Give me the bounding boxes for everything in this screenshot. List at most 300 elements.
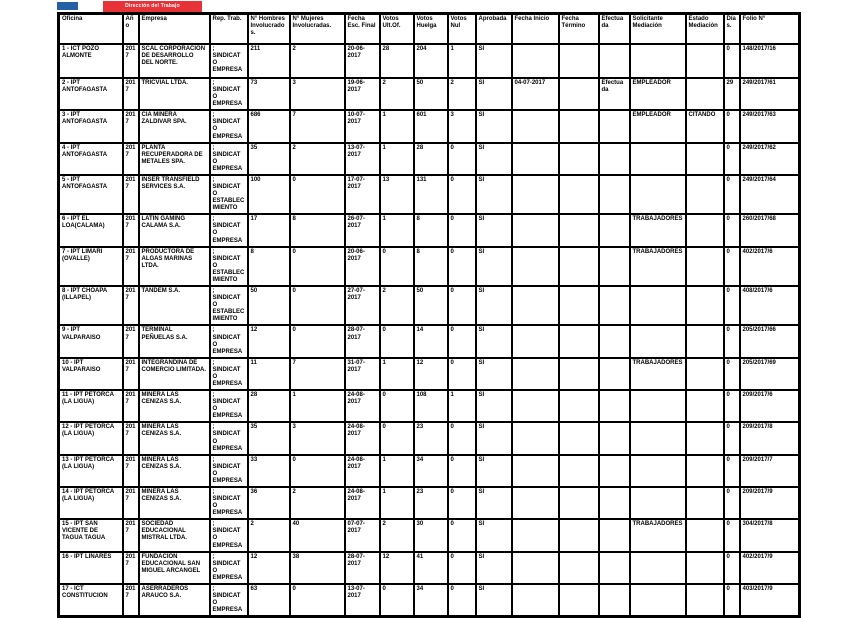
table-cell	[686, 247, 724, 286]
table-cell	[559, 44, 599, 78]
table-cell: 0	[724, 519, 740, 551]
table-row	[59, 44, 800, 78]
table-cell: 8 - IPT CHOAPA (ILLAPEL)	[59, 286, 123, 325]
table-cell: SI	[476, 214, 512, 246]
table-cell	[686, 214, 724, 246]
table-cell: 0	[724, 325, 740, 357]
table-row	[59, 584, 800, 617]
table-cell	[599, 325, 630, 357]
table-cell: EMPLEADOR	[630, 78, 686, 110]
table-cell	[512, 584, 559, 617]
table-cell: 0	[448, 584, 476, 617]
table-cell	[686, 175, 724, 214]
table-cell	[630, 390, 686, 422]
table-cell: 2 - IPT ANTOFAGASTA	[59, 78, 123, 110]
table-cell: 209/2017/9	[740, 487, 800, 519]
table-cell	[559, 247, 599, 286]
table-cell: 108	[414, 390, 448, 422]
table-cell	[599, 143, 630, 175]
table-cell	[512, 214, 559, 246]
table-cell: 0	[724, 175, 740, 214]
table-cell: SI	[476, 552, 512, 584]
table-cell: 209/2017/6	[740, 390, 800, 422]
table-cell: 10-07-2017	[345, 110, 380, 142]
table-cell: CIA MINERA ZALDIVAR SPA.	[139, 110, 210, 142]
table-row	[59, 390, 800, 422]
table-cell: SI	[476, 78, 512, 110]
table-cell: 0	[448, 519, 476, 551]
table-cell: 11	[248, 358, 290, 390]
table-row	[59, 455, 800, 487]
table-cell: SI	[476, 358, 512, 390]
table-cell: 20-06-2017	[345, 247, 380, 286]
table-cell: 2017	[123, 110, 139, 142]
table-cell: 408/2017/6	[740, 286, 800, 325]
table-cell	[630, 422, 686, 454]
table-cell: 17 - ICT CONSTITUCION	[59, 584, 123, 617]
column-header: Folio N°	[740, 14, 800, 45]
table-cell: 0	[448, 214, 476, 246]
table-cell: 1	[380, 487, 414, 519]
table-cell: 35	[248, 422, 290, 454]
strikes-table	[57, 12, 801, 618]
table-cell: 24-08-2017	[345, 422, 380, 454]
table-cell	[599, 286, 630, 325]
government-logo-icon	[57, 2, 78, 10]
table-cell	[559, 110, 599, 142]
table-row	[59, 214, 800, 246]
table-cell: 14 - IPT PETORCA (LA LIGUA)	[59, 487, 123, 519]
table-cell: 3	[290, 78, 345, 110]
table-cell: ASERRADEROS ARAUCO S.A.	[139, 584, 210, 617]
table-cell: 14	[414, 325, 448, 357]
table-cell	[599, 110, 630, 142]
table-cell: 2	[448, 78, 476, 110]
table-cell: 2	[290, 487, 345, 519]
table-cell	[599, 422, 630, 454]
table-cell: 7	[290, 358, 345, 390]
table-cell: FUNDACION EDUCACIONAL SAN MIGUEL ARCANGEL	[139, 552, 210, 584]
table-cell	[512, 110, 559, 142]
table-cell: 0	[448, 487, 476, 519]
column-header: Votos Huelga	[414, 14, 448, 45]
table-cell: MINERA LAS CENIZAS S.A.	[139, 455, 210, 487]
table-cell: 12	[414, 358, 448, 390]
table-cell	[599, 214, 630, 246]
table-cell: 15 - IPT SAN VICENTE DE TAGUA TAGUA	[59, 519, 123, 551]
table-cell	[599, 455, 630, 487]
table-cell: ; SINDICATO EMPRESA	[210, 214, 248, 246]
table-cell: SI	[476, 247, 512, 286]
table-cell: 2017	[123, 584, 139, 617]
table-cell	[630, 584, 686, 617]
table-cell	[512, 286, 559, 325]
table-cell: 10 - IPT VALPARAISO	[59, 358, 123, 390]
table-cell: ; SINDICATO ESTABLECIMIENTO	[210, 286, 248, 325]
table-cell: 2017	[123, 422, 139, 454]
table-cell: ; SINDICATO EMPRESA	[210, 584, 248, 617]
table-cell: ; SINDICATO EMPRESA	[210, 552, 248, 584]
table-cell	[686, 519, 724, 551]
table-cell: 13 - IPT PETORCA (LA LIGUA)	[59, 455, 123, 487]
table-cell: 36	[248, 487, 290, 519]
table-cell: 29	[724, 78, 740, 110]
table-cell: 2017	[123, 455, 139, 487]
table-cell: 0	[724, 214, 740, 246]
table-cell	[512, 422, 559, 454]
table-cell	[559, 552, 599, 584]
table-cell: 41	[414, 552, 448, 584]
table-cell: 686	[248, 110, 290, 142]
table-cell	[559, 487, 599, 519]
table-cell: 0	[724, 390, 740, 422]
table-cell: 209/2017/8	[740, 422, 800, 454]
table-cell: 1	[290, 390, 345, 422]
table-cell: 17-07-2017	[345, 175, 380, 214]
column-header: Efectuada	[599, 14, 630, 45]
table-cell: INTEGRANDINA DE COMERCIO LIMITADA.	[139, 358, 210, 390]
table-cell: MINERA LAS CENIZAS S.A.	[139, 487, 210, 519]
table-cell: 07-07-2017	[345, 519, 380, 551]
table-cell: 8	[290, 214, 345, 246]
table-row	[59, 143, 800, 175]
table-cell: 205/2017/69	[740, 358, 800, 390]
table-cell	[630, 455, 686, 487]
table-cell	[686, 78, 724, 110]
table-cell	[559, 358, 599, 390]
table-cell	[686, 455, 724, 487]
table-cell: 204	[414, 44, 448, 78]
table-cell: SI	[476, 390, 512, 422]
column-header: Votos Ult.Of.	[380, 14, 414, 45]
table-cell	[559, 519, 599, 551]
table-cell: SI	[476, 519, 512, 551]
table-cell: 0	[724, 44, 740, 78]
table-cell	[630, 44, 686, 78]
table-cell	[686, 487, 724, 519]
table-cell: MINERA LAS CENIZAS S.A.	[139, 422, 210, 454]
table-cell	[599, 390, 630, 422]
table-cell	[686, 325, 724, 357]
table-cell: 1	[380, 143, 414, 175]
table-cell: ; SINDICATO EMPRESA	[210, 422, 248, 454]
table-cell: 0	[724, 143, 740, 175]
table-cell: SI	[476, 455, 512, 487]
table-cell: 0	[380, 422, 414, 454]
column-header: Aprobada	[476, 14, 512, 45]
table-cell: 0	[724, 455, 740, 487]
table-cell	[512, 247, 559, 286]
table-cell: 403/2017/9	[740, 584, 800, 617]
table-cell: 131	[414, 175, 448, 214]
table-cell	[559, 422, 599, 454]
table-cell	[686, 286, 724, 325]
table-cell: SI	[476, 422, 512, 454]
table-cell: 3	[290, 422, 345, 454]
table-row	[59, 247, 800, 286]
table-cell: 13-07-2017	[345, 584, 380, 617]
table-cell: 0	[448, 175, 476, 214]
column-header: Estado Mediación	[686, 14, 724, 45]
column-header: Empresa	[139, 14, 210, 45]
table-cell	[512, 552, 559, 584]
table-cell: 2017	[123, 78, 139, 110]
table-row	[59, 110, 800, 142]
table-cell: 1	[448, 390, 476, 422]
table-cell: PRODUCTORA DE ALGAS MARINAS LTDA.	[139, 247, 210, 286]
table-cell: 2017	[123, 552, 139, 584]
table-cell: 1 - ICT POZO ALMONTE	[59, 44, 123, 78]
column-header: Días.	[724, 14, 740, 45]
table-cell: 0	[448, 422, 476, 454]
table-cell: 0	[448, 358, 476, 390]
table-cell: 19-06-2017	[345, 78, 380, 110]
table-cell: 2	[380, 519, 414, 551]
table-cell: 1	[380, 214, 414, 246]
table-cell: 40	[290, 519, 345, 551]
table-cell: 0	[724, 358, 740, 390]
table-cell: ; SINDICATO EMPRESA	[210, 390, 248, 422]
table-cell: 0	[380, 390, 414, 422]
table-cell: EMPLEADOR	[630, 110, 686, 142]
table-cell: 260/2017/68	[740, 214, 800, 246]
table-cell	[599, 519, 630, 551]
table-cell: 28	[380, 44, 414, 78]
table-cell: TRABAJADORES	[630, 519, 686, 551]
table-cell: 26-07-2017	[345, 214, 380, 246]
table-cell: ; SINDICATO EMPRESA	[210, 519, 248, 551]
table-cell: 0	[290, 584, 345, 617]
table-cell: SOCIEDAD EDUCACIONAL MISTRAL LTDA.	[139, 519, 210, 551]
table-cell	[559, 286, 599, 325]
table-cell: 1	[448, 44, 476, 78]
table-cell: 100	[248, 175, 290, 214]
table-cell: 2	[380, 286, 414, 325]
table-cell	[686, 390, 724, 422]
table-cell: 2017	[123, 175, 139, 214]
table-cell: 601	[414, 110, 448, 142]
table-cell: TRABAJADORES	[630, 358, 686, 390]
table-cell	[599, 552, 630, 584]
table-cell: SI	[476, 325, 512, 357]
table-cell	[512, 143, 559, 175]
table-cell: 2017	[123, 519, 139, 551]
table-cell: 249/2017/63	[740, 110, 800, 142]
table-cell: 0	[290, 455, 345, 487]
table-cell: 209/2017/7	[740, 455, 800, 487]
table-row	[59, 422, 800, 454]
table-cell: SI	[476, 584, 512, 617]
table-cell: 12	[380, 552, 414, 584]
table-cell: 11 - IPT PETORCA (LA LIGUA)	[59, 390, 123, 422]
table-cell: 24-08-2017	[345, 455, 380, 487]
table-cell	[630, 487, 686, 519]
table-cell: 1	[380, 110, 414, 142]
table-cell	[559, 78, 599, 110]
table-cell: 402/2017/6	[740, 247, 800, 286]
table-cell: 23	[414, 487, 448, 519]
column-header: Año	[123, 14, 139, 45]
table-cell: Efectuada	[599, 78, 630, 110]
table-cell	[599, 44, 630, 78]
table-cell	[630, 175, 686, 214]
table-cell: 23	[414, 422, 448, 454]
table-cell: 28-07-2017	[345, 552, 380, 584]
table-cell	[630, 552, 686, 584]
table-cell: 30	[414, 519, 448, 551]
table-cell: SI	[476, 143, 512, 175]
table-cell: 0	[448, 286, 476, 325]
table-cell: TERMINAL PEÑUELAS S.A.	[139, 325, 210, 357]
table-cell	[686, 143, 724, 175]
table-cell	[686, 584, 724, 617]
column-header: Fecha Inicio	[512, 14, 559, 45]
table-cell	[599, 584, 630, 617]
table-cell: 0	[724, 247, 740, 286]
table-cell: ; SINDICATO ESTABLECIMIENTO	[210, 247, 248, 286]
table-cell: 31-07-2017	[345, 358, 380, 390]
table-cell: 7 - IPT LIMARI (OVALLE)	[59, 247, 123, 286]
table-header-row	[59, 14, 800, 45]
table-row	[59, 286, 800, 325]
table-cell: 73	[248, 78, 290, 110]
table-cell	[686, 552, 724, 584]
table-cell: 9 - IPT VALPARAISO	[59, 325, 123, 357]
table-cell: 2017	[123, 214, 139, 246]
table-cell: SI	[476, 110, 512, 142]
table-cell: 20-06-2017	[345, 44, 380, 78]
table-cell: 0	[290, 175, 345, 214]
table-cell: TRICVIAL LTDA.	[139, 78, 210, 110]
table-cell: 12	[248, 325, 290, 357]
table-cell: 1	[380, 358, 414, 390]
table-cell: 2017	[123, 44, 139, 78]
table-cell: 2017	[123, 143, 139, 175]
table-row	[59, 175, 800, 214]
table-cell: SI	[476, 286, 512, 325]
table-row	[59, 487, 800, 519]
table-cell: 35	[248, 143, 290, 175]
table-cell	[599, 358, 630, 390]
table-cell: 28	[414, 143, 448, 175]
table-cell: 04-07-2017	[512, 78, 559, 110]
table-cell: 24-08-2017	[345, 390, 380, 422]
table-cell: 0	[448, 325, 476, 357]
table-cell: CITANDO	[686, 110, 724, 142]
table-cell: 148/2017/16	[740, 44, 800, 78]
column-header: Rep. Trab.	[210, 14, 248, 45]
table-cell: 8	[248, 247, 290, 286]
table-cell	[686, 358, 724, 390]
table-cell: 0	[448, 247, 476, 286]
table-cell: 0	[448, 552, 476, 584]
table-cell	[630, 286, 686, 325]
table-cell	[512, 455, 559, 487]
table-cell: 3	[448, 110, 476, 142]
table-row	[59, 358, 800, 390]
column-header: Fecha Esc. Final	[345, 14, 380, 45]
table-cell: TANDEM S.A.	[139, 286, 210, 325]
table-cell: 5 - IPT ANTOFAGASTA	[59, 175, 123, 214]
table-cell: SI	[476, 44, 512, 78]
table-cell: ; SINDICATO EMPRESA	[210, 44, 248, 78]
table-cell: ; SINDICATO EMPRESA	[210, 487, 248, 519]
table-cell: ; SINDICATO EMPRESA	[210, 110, 248, 142]
table-cell: 50	[414, 286, 448, 325]
table-cell: 12 - IPT PETORCA (LA LIGUA)	[59, 422, 123, 454]
table-cell	[599, 247, 630, 286]
table-cell: ; SINDICATO EMPRESA	[210, 455, 248, 487]
table-cell: ; SINDICATO EMPRESA	[210, 358, 248, 390]
table-cell: 27-07-2017	[345, 286, 380, 325]
table-cell: 0	[290, 247, 345, 286]
table-cell: 211	[248, 44, 290, 78]
table-cell: 6 - IPT EL LOA(CALAMA)	[59, 214, 123, 246]
table-cell	[686, 44, 724, 78]
column-header: N° Hombres Involucrados.	[248, 14, 290, 45]
table-cell: 2017	[123, 358, 139, 390]
table-cell: 50	[248, 286, 290, 325]
table-cell: 4 - IPT ANTOFAGASTA	[59, 143, 123, 175]
table-cell: ; SINDICATO EMPRESA	[210, 325, 248, 357]
table-row	[59, 519, 800, 551]
table-cell: 249/2017/61	[740, 78, 800, 110]
table-cell: 24-08-2017	[345, 487, 380, 519]
table-cell	[559, 175, 599, 214]
table-cell	[630, 143, 686, 175]
table-cell: 8	[414, 247, 448, 286]
table-cell	[599, 487, 630, 519]
table-cell	[559, 143, 599, 175]
table-cell: 13	[380, 175, 414, 214]
table-cell: 0	[724, 286, 740, 325]
table-cell	[559, 455, 599, 487]
table-cell: 0	[448, 455, 476, 487]
column-header: N° Mujeres Involucradas.	[290, 14, 345, 45]
table-cell: 0	[290, 286, 345, 325]
table-cell: 7	[290, 110, 345, 142]
table-cell: 249/2017/64	[740, 175, 800, 214]
table-cell: 0	[724, 487, 740, 519]
table-cell: 2	[290, 143, 345, 175]
table-cell	[512, 325, 559, 357]
table-cell	[512, 358, 559, 390]
table-cell	[559, 584, 599, 617]
direccion-del-trabajo-logo: Dirección del Trabajo	[103, 1, 202, 12]
table-cell: 2017	[123, 286, 139, 325]
table-cell: 249/2017/62	[740, 143, 800, 175]
table-cell: ; SINDICATO EMPRESA	[210, 143, 248, 175]
table-cell: 304/2017/8	[740, 519, 800, 551]
table-cell: 0	[290, 325, 345, 357]
table-cell	[512, 487, 559, 519]
table-cell: 0	[380, 584, 414, 617]
table-cell: 28	[248, 390, 290, 422]
table-cell: LATIN GAMING CALAMA S.A.	[139, 214, 210, 246]
table-cell: 63	[248, 584, 290, 617]
table-cell: 34	[414, 455, 448, 487]
table-cell: 0	[380, 325, 414, 357]
table-cell: MINERA LAS CENIZAS S.A.	[139, 390, 210, 422]
table-row	[59, 78, 800, 110]
table-cell	[686, 422, 724, 454]
table-cell: SCAL CORPORACION DE DESARROLLO DEL NORTE.	[139, 44, 210, 78]
table-cell: SI	[476, 487, 512, 519]
table-cell: 38	[290, 552, 345, 584]
table-cell: INSER TRANSFIELD SERVICES S.A.	[139, 175, 210, 214]
column-header: Fecha Término	[559, 14, 599, 45]
table-cell	[559, 390, 599, 422]
